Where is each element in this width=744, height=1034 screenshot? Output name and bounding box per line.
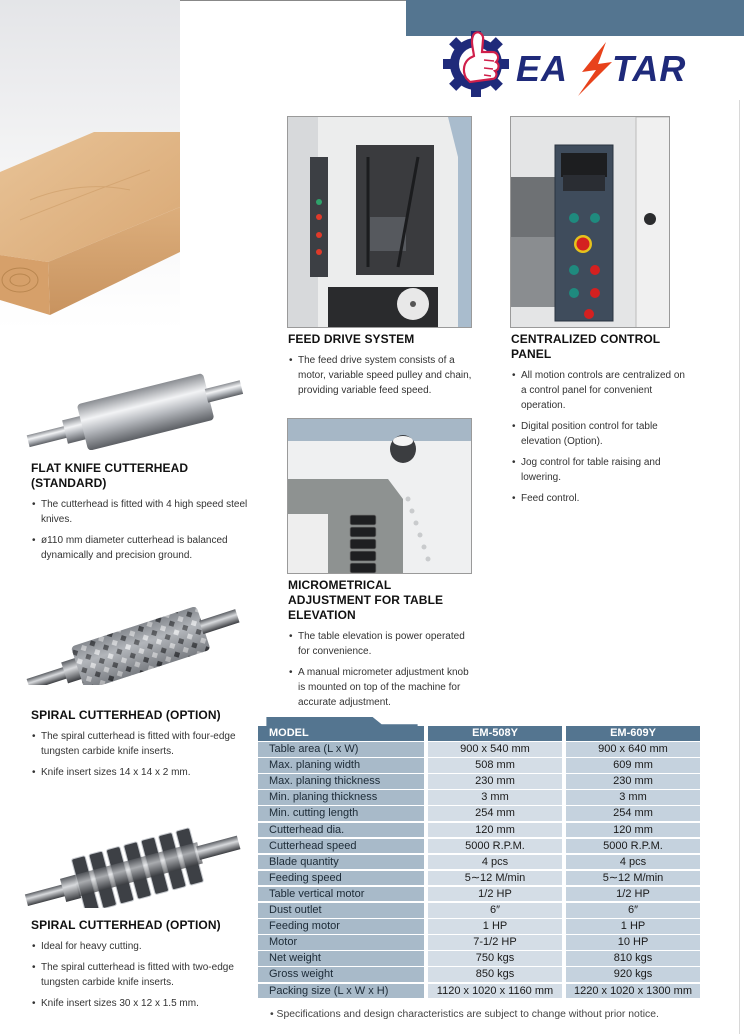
spec-value: 850 kgs [428,967,562,982]
bullet-list [288,629,478,710]
bullet-list [31,729,256,780]
spec-value: 5000 R.P.M. [428,839,562,854]
spec-label: Packing size (L x W x H) [258,984,424,999]
spec-value: 1/2 HP [428,887,562,902]
spec-label: Max. planing width [258,758,424,773]
bullet-item: • Ideal for heavy cutting. [31,939,256,954]
table-row [258,919,700,935]
table-row [258,806,700,822]
table-header-row [258,726,700,742]
bullet-item: • The feed drive system consists of a motor, variable speed pulley and chain, providing variable feed speed. [288,353,478,398]
table-row [258,823,700,839]
table-row [258,790,700,806]
svg-text:TAR: TAR [612,48,687,89]
spec-value: 900 x 540 mm [428,742,562,757]
table-body [258,742,700,1000]
spec-value: 810 kgs [566,951,700,966]
spec-value: 254 mm [566,806,700,821]
section-title: MICROMETRICAL [288,578,392,592]
table-row [258,951,700,967]
spec-value: 609 mm [566,758,700,773]
spec-label: Cutterhead dia. [258,823,424,838]
bullet-item: • Knife insert sizes 14 x 14 x 2 mm. [31,765,256,780]
spec-value: 4 pcs [428,855,562,870]
section-title: CENTRALIZED CONTROL [511,332,661,346]
table-row [258,967,700,983]
table-row [258,935,700,951]
spec-value: 5∼12 M/min [566,871,700,886]
column-header-em-609y: ΕM-609Y [566,726,700,741]
bullet-item: • ø110 mm diameter cutterhead is balanced dynamically and precision ground. [31,533,256,563]
bullet-item: • The cutterhead is fitted with 4 high speed steel knives. [31,497,256,527]
spec-value: 1 HP [428,919,562,934]
spec-label: Min. cutting length [258,806,424,821]
spec-value: 120 mm [566,823,700,838]
section-title: (STANDARD) [31,476,107,490]
spec-label: Feeding speed [258,871,424,886]
bullet-list [288,353,478,398]
spec-value: 1120 x 1020 x 1160 mm [428,984,562,999]
spec-value: 920 kgs [566,967,700,982]
bullet-item: • Jog control for table raising and lowering. [511,455,686,485]
bullet-item: • The spiral cutterhead is fitted with two-edge tungsten carbide knife inserts. [31,960,256,990]
column-header-em-508y: ΕM-508Y [428,726,562,741]
table-row [258,887,700,903]
table-header-tab [258,717,426,726]
spec-label: Min. planing thickness [258,790,424,805]
spec-value: 3 mm [566,790,700,805]
spec-value: 5∼12 M/min [428,871,562,886]
lightning-bolt-icon [578,42,612,96]
section-title: PANEL [511,347,552,361]
bullet-list [31,939,256,1011]
section-title: ADJUSTMENT FOR TABLE [288,593,444,607]
column-header-model: MODEL [258,726,424,741]
spec-value: 1220 x 1020 x 1300 mm [566,984,700,999]
spec-label: Blade quantity [258,855,424,870]
bullet-list [31,497,256,563]
section-title: ELEVATION [288,608,356,622]
spec-value: 1 HP [566,919,700,934]
table-row [258,855,700,871]
spec-label: Max. planing thickness [258,774,424,789]
bullet-item: • Digital position control for table elevation (Option). [511,419,686,449]
spec-label: Gross weight [258,967,424,982]
spec-value: 120 mm [428,823,562,838]
table-row [258,839,700,855]
bullet-item: • All motion controls are centralized on a control panel for convenient operation. [511,368,686,413]
spec-value: 6″ [566,903,700,918]
feed-drive-photo [287,116,472,328]
spec-label: Net weight [258,951,424,966]
specification-table [258,717,700,1000]
spec-label: Dust outlet [258,903,424,918]
flat-knife-cutterhead-photo [20,355,245,450]
spec-label: Motor [258,935,424,950]
control-panel-section [511,332,686,506]
table-row [258,758,700,774]
spec-value: 508 mm [428,758,562,773]
bullet-item: • Feed control. [511,491,686,506]
table-row [258,871,700,887]
micrometer-adjustment-photo [287,418,472,574]
spec-value: 7-1/2 HP [428,935,562,950]
spec-value: 10 HP [566,935,700,950]
bullet-list [511,368,686,506]
wood-board-photo [0,0,182,330]
section-title: SPIRAL CUTTERHEAD (OPTION) [31,918,221,932]
table-row [258,742,700,758]
spec-label: Table area (L x W) [258,742,424,757]
svg-text:EA: EA [516,48,569,89]
spec-value: 230 mm [428,774,562,789]
section-title: SPIRAL CUTTERHEAD (OPTION) [31,708,221,722]
spec-value: 230 mm [566,774,700,789]
spec-value: 900 x 640 mm [566,742,700,757]
control-panel-photo [510,116,670,328]
bullet-item: • The table elevation is power operated for convenience. [288,629,478,659]
spiral-cutterhead-heavy-photo [15,808,245,908]
footnote: • Specifications and design characteristics are subject to change without prior notice. [270,1009,659,1020]
spec-value: 750 kgs [428,951,562,966]
spiral-cutterhead-photo [15,590,245,685]
table-row [258,774,700,790]
spec-value: 5000 R.P.M. [566,839,700,854]
bullet-item: • A manual micrometer adjustment knob is mounted on top of the machine for accurate adjustment. [288,665,478,710]
flat-knife-cutterhead-section [31,461,256,563]
feed-drive-section [288,332,478,398]
spec-label: Cutterhead speed [258,839,424,854]
bullet-item: • The spiral cutterhead is fitted with four-edge tungsten carbide knife inserts. [31,729,256,759]
section-title: FEED DRIVE SYSTEM [288,332,415,346]
bullet-item: • Knife insert sizes 30 x 12 x 1.5 mm. [31,996,256,1011]
spec-label: Table vertical motor [258,887,424,902]
table-row [258,903,700,919]
spec-label: Feeding motor [258,919,424,934]
spec-value: 3 mm [428,790,562,805]
spec-value: 1/2 HP [566,887,700,902]
table-row [258,984,700,1000]
spiral-cutterhead-option-section-2 [31,918,256,1011]
spec-value: 254 mm [428,806,562,821]
eastar-logo [440,26,730,98]
micrometrical-adjustment-section [288,578,478,710]
section-title: FLAT KNIFE CUTTERHEAD [31,461,189,475]
spec-value: 4 pcs [566,855,700,870]
spec-value: 6″ [428,903,562,918]
spiral-cutterhead-option-section [31,708,256,780]
right-border [739,100,740,1034]
